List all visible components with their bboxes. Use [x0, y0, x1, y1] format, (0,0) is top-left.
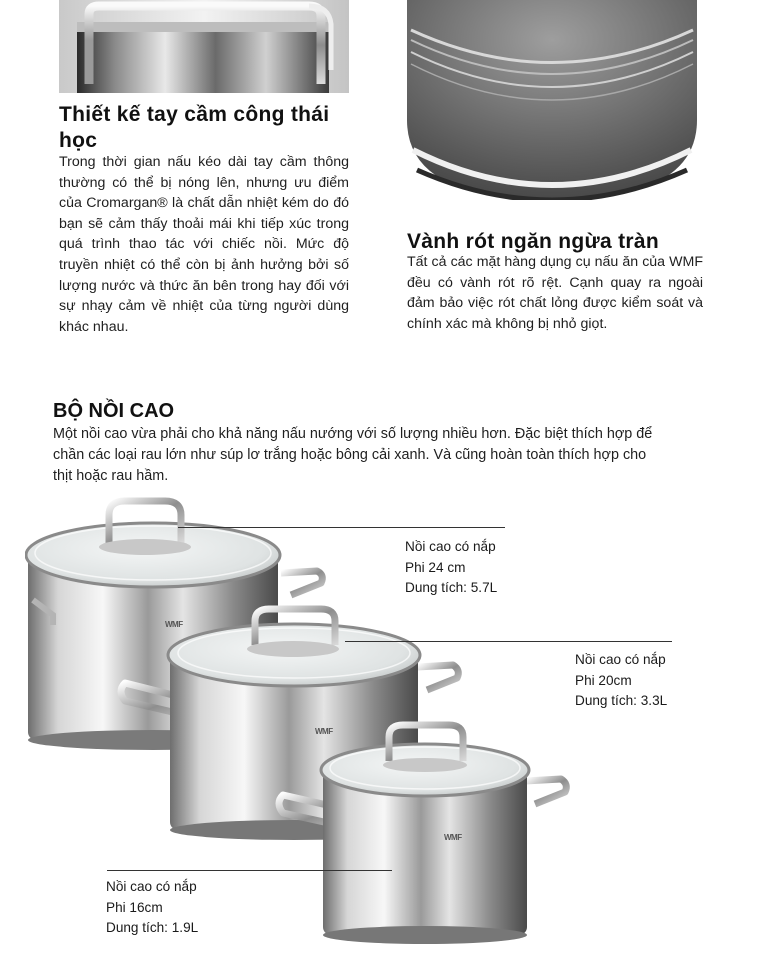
feature-title-handle: Thiết kế tay cầm công thái học: [59, 103, 330, 152]
pot-diameter: Phi 24 cm: [405, 559, 466, 575]
section-description: Một nồi cao vừa phải cho khả năng nấu nướng với số lượng nhiều hơn. Đặc biệt thích hợp để chần các loại rau lớn như súp lơ trắng hoặc bông cải xanh. Và cũng hoàn toàn thích hợp cho thịt hoặc rau hầm.: [53, 426, 653, 484]
pot-diameter: Phi 16cm: [106, 899, 163, 915]
feature-body-handle: Trong thời gian nấu kéo dài tay cầm thông thường có thể bị nóng lên, nhưng ưu điểm của Cromargan® là chất dẫn nhiệt kém do đó bạn sẽ cảm thấy thoải mái khi tiếp xúc trong quá trình thao tác với chiếc nồi. Mức độ truyền nhiệt có thể còn bị ảnh hưởng bởi số lượng nước và thức ăn bên trong hay đối với sự nhạy cảm về nhiệt của từng người dùng khác nhau.: [59, 154, 349, 335]
wmf-logo: WMF: [165, 620, 183, 629]
pot-diameter: Phi 20cm: [575, 672, 632, 688]
section-title: BỘ NỒI CAO: [53, 400, 175, 422]
wmf-logo: WMF: [315, 727, 333, 736]
pot-name: Nồi cao có nắp: [405, 539, 496, 554]
pot-capacity: Dung tích: 3.3L: [575, 693, 668, 708]
wmf-logo: WMF: [444, 833, 462, 842]
callout-line-small: [107, 870, 392, 871]
pot-label-24cm: [405, 537, 497, 599]
feature-title-rim: Vành rót ngăn ngừa tràn: [407, 230, 659, 253]
pot-name: Nồi cao có nắp: [575, 652, 666, 667]
handle-closeup-photo: [59, 0, 349, 93]
feature-body-rim: Tất cả các mặt hàng dụng cụ nấu ăn của WMF đều có vành rót rõ rệt. Cạnh quay ra ngoài đảm bảo việc rót chất lỏng được kiểm soát và chính xác mà không bị nhỏ giọt.: [407, 254, 703, 332]
pot-label-16cm: [106, 877, 198, 939]
callout-line-large: [178, 527, 505, 528]
callout-line-medium: [345, 641, 672, 642]
pot-capacity: Dung tích: 5.7L: [405, 580, 498, 595]
pot-name: Nồi cao có nắp: [106, 879, 197, 894]
pouring-rim-photo: [407, 0, 697, 200]
pot-label-20cm: [575, 650, 667, 712]
pot-capacity: Dung tích: 1.9L: [106, 920, 199, 935]
